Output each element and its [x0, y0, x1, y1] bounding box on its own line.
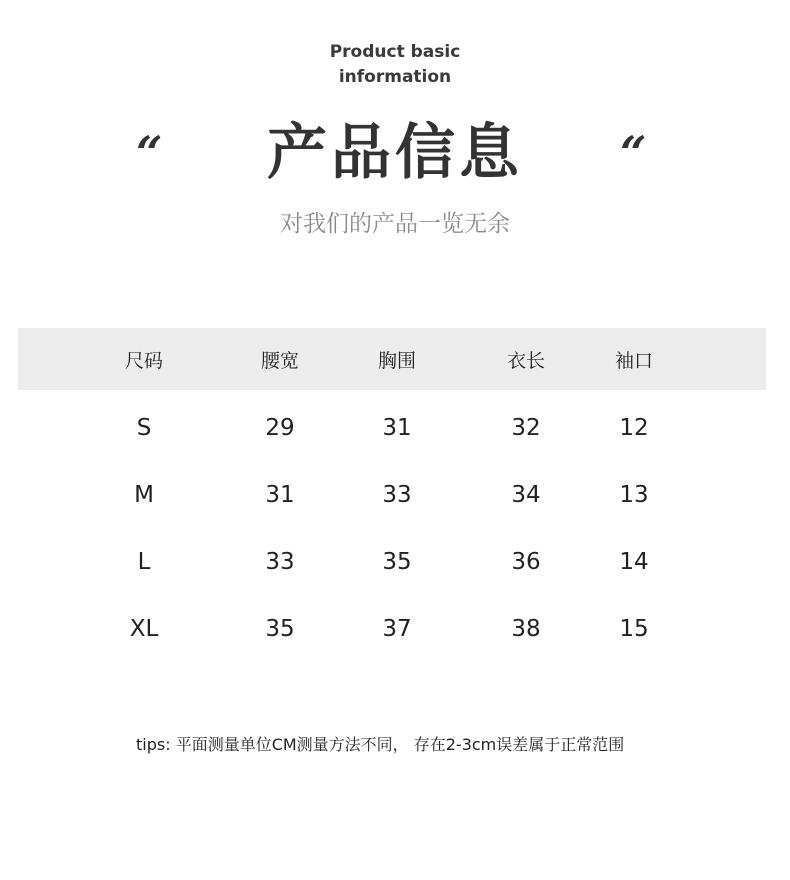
table-row: [18, 528, 766, 595]
table-cell: 34: [511, 481, 541, 508]
right-quote-icon: “: [620, 126, 647, 180]
table-cell: L: [137, 548, 151, 575]
size-table: [18, 328, 766, 662]
column-header-size: 尺码: [124, 349, 163, 372]
page-subtitle: 对我们的产品一览无余: [280, 211, 510, 237]
left-quote-icon: “: [136, 126, 163, 180]
table-row: [18, 461, 766, 528]
table-cell: 36: [511, 548, 541, 575]
column-header-cuff: 袖口: [614, 349, 653, 372]
table-cell: 13: [619, 481, 649, 508]
size-table-body: [18, 390, 766, 662]
column-header-chest: 胸围: [377, 349, 416, 372]
table-cell: M: [134, 481, 154, 508]
table-cell: XL: [129, 615, 159, 642]
table-row: [18, 595, 766, 662]
table-cell: 14: [619, 548, 649, 575]
table-row: [18, 394, 766, 461]
table-cell: 35: [265, 615, 295, 642]
table-cell: S: [136, 414, 152, 441]
table-cell: 33: [265, 548, 295, 575]
table-cell: 38: [511, 615, 541, 642]
table-cell: 31: [265, 481, 295, 508]
table-cell: 31: [382, 414, 412, 441]
measurement-tips: tips: 平面测量单位CM测量方法不同， 存在2-3cm误差属于正常范围: [136, 735, 625, 754]
table-cell: 12: [619, 414, 649, 441]
table-cell: 33: [382, 481, 412, 508]
column-header-waist: 腰宽: [260, 349, 299, 372]
page-title: 产品信息: [267, 118, 523, 188]
eyebrow-line-1: Product basic: [329, 42, 461, 62]
eyebrow-text: [0, 40, 790, 90]
table-cell: 32: [511, 414, 541, 441]
table-cell: 35: [382, 548, 412, 575]
table-cell: 29: [265, 414, 295, 441]
table-cell: 37: [382, 615, 412, 642]
eyebrow-line-2: information: [338, 67, 452, 87]
column-header-length: 衣长: [506, 349, 545, 372]
size-table-header: [18, 328, 766, 390]
table-cell: 15: [619, 615, 649, 642]
